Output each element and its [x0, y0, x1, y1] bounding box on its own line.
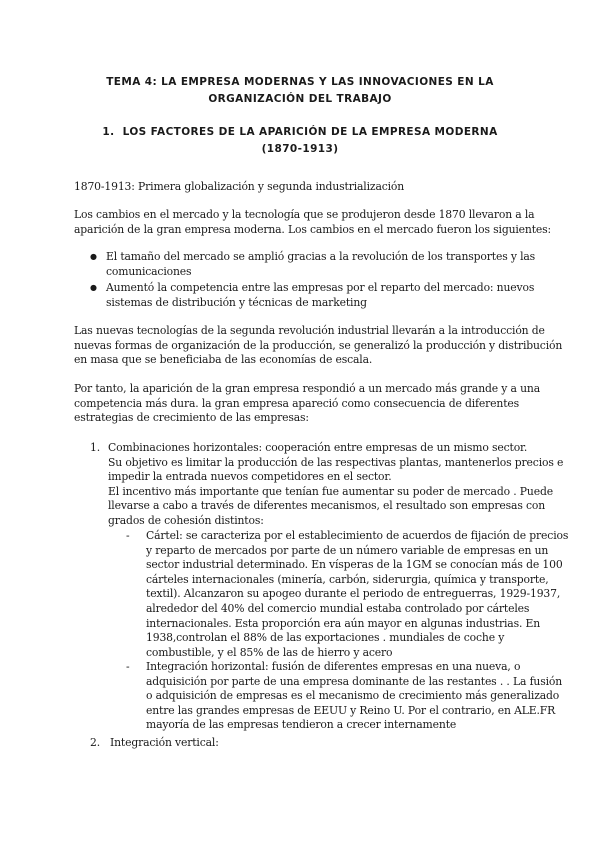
list-line: llevarse a cabo a través de diferentes mecanismos, el resultado son empresas con: [108, 499, 546, 513]
list-line: El incentivo más importante que tenían fue aumentar su poder de mercado . Puede: [108, 484, 553, 498]
paragraph-1: [74, 208, 551, 237]
paragraph-line: estrategias de crecimiento de las empresas:: [74, 411, 309, 425]
sub-line: mayoría de las empresas tendieron a crecer internamente: [146, 718, 457, 732]
document-title: [0, 74, 600, 108]
sub-line: internacionales. Esta proporción era aún mayor en algunas industrias. En: [146, 616, 541, 630]
sub-line: cárteles internacionales (minería, carbón, siderurgia, química y transporte,: [146, 572, 549, 586]
sub-line: alrededor del 40% del comercio mundial estaba controlado por cárteles: [146, 601, 530, 615]
bullet-line: Aumentó la competencia entre las empresas por el reparto del mercado: nuevos: [106, 281, 535, 294]
intro-line: 1870-1913: Primera globalización y segunda industrialización: [74, 180, 405, 193]
sub-line: Integración horizontal: fusión de diferentes empresas en una nueva, o: [146, 660, 521, 673]
list-line: Integración vertical:: [110, 736, 219, 749]
paragraph-line: en masa que se beneficiaba de las economías de escala.: [74, 353, 373, 367]
list-line: Combinaciones horizontales: cooperación entre empresas de un mismo sector.: [108, 441, 528, 454]
list-number: 2.: [90, 736, 101, 749]
section-title-line-2: (1870-1913): [261, 143, 339, 155]
paragraph-2: [74, 324, 562, 368]
title-line-2: ORGANIZACIÓN DEL TRABAJO: [208, 93, 392, 105]
paragraph-line: nuevas formas de organización de la producción, se generalizó la producción y distribución: [74, 338, 563, 352]
sub-line: y reparto de mercados por parte de un número variable de empresas en un: [146, 543, 549, 557]
sub-line: combustible, y el 85% de las de hierro y acero: [146, 645, 393, 659]
sub-line: o adquisición de empresas es el mecanismo de crecimiento más generalizado: [146, 689, 560, 703]
section-number: 1.: [102, 126, 115, 138]
list-number: 1.: [90, 441, 101, 454]
sub-line: 1938,controlan el 88% de las exportaciones . mundiales de coche y: [146, 631, 505, 645]
sub-line: entre las grandes empresas de EEUU y Reino U. Por el contrario, en ALE.FR: [146, 703, 556, 717]
section-heading: [0, 124, 600, 158]
dash-marker: -: [126, 660, 130, 673]
paragraph-line: Los cambios en el mercado y la tecnología que se produjeron desde 1870 llevaron a la: [74, 208, 535, 221]
sub-line: textil). Alcanzaron su apogeo durante el periodo de entreguerras, 1929-1937,: [146, 587, 561, 601]
paragraph-3: [74, 382, 540, 426]
sub-line: Cártel: se caracteriza por el establecimiento de acuerdos de fijación de precios: [146, 529, 569, 542]
bullet-marker: ●: [90, 283, 97, 292]
list-line: Su objetivo es limitar la producción de las respectivas plantas, mantenerlos precios e: [108, 455, 564, 469]
dash-marker: -: [126, 529, 130, 542]
section-title: LOS FACTORES DE LA APARICIÓN DE LA EMPRESA MODERNA: [122, 126, 498, 138]
bullet-marker: ●: [90, 252, 97, 261]
paragraph-line: aparición de la gran empresa moderna. Los cambios en el mercado fueron los siguientes:: [74, 222, 552, 236]
sub-line: sector industrial determinado. En vísperas de la 1GM se conocían más de 100: [146, 558, 563, 572]
paragraph-line: competencia más dura. la gran empresa apareció como consecuencia de diferentes: [74, 396, 520, 410]
title-line-1: TEMA 4: LA EMPRESA MODERNAS Y LAS INNOVACIONES EN LA: [106, 76, 494, 88]
section-title-line-1: [0, 124, 600, 141]
bullet-line: El tamaño del mercado se amplió gracias a la revolución de los transportes y las: [106, 250, 536, 263]
paragraph-line: Las nuevas tecnologías de la segunda revolución industrial llevarán a la introducción de: [74, 324, 545, 337]
list-line: impedir la entrada nuevos competidores en el sector.: [108, 470, 392, 484]
bullet-line: comunicaciones: [106, 264, 192, 278]
list-line: grados de cohesión distintos:: [108, 513, 264, 527]
paragraph-line: Por tanto, la aparición de la gran empresa respondió a un mercado más grande y a una: [74, 382, 540, 395]
bullet-line: sistemas de distribución y técnicas de marketing: [106, 295, 367, 309]
sub-line: adquisición por parte de una empresa dominante de las restantes . . La fusión: [146, 674, 563, 688]
